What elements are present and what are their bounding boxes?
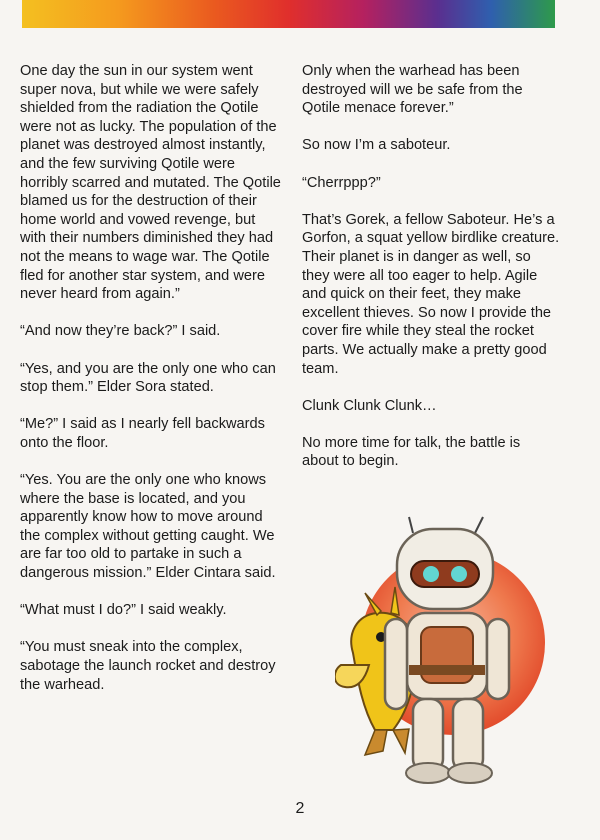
- paragraph: “What must I do?” I said weakly.: [20, 602, 227, 619]
- paragraph: Clunk Clunk Clunk…: [302, 397, 437, 414]
- left-text-column: [20, 62, 282, 713]
- right-text-column: [302, 62, 560, 490]
- page-number: 2: [295, 800, 305, 817]
- paragraph: “Me?” I said as I nearly fell backwards onto the floor.: [20, 416, 265, 451]
- rainbow-header-bar: [22, 0, 555, 28]
- robot-and-gorfon-illustration: [335, 515, 550, 790]
- paragraph: “Cherrppp?”: [302, 174, 381, 191]
- paragraph: That’s Gorek, a fellow Saboteur. He’s a Gorfon, a squat yellow birdlike creature. Their planet is in danger as well, so they were all too eager to help. Agile and quick on their feet, they make excellent thieves. So now I provide the cover fire while they steal the rocket parts. We actually make a pretty good team.: [302, 211, 560, 377]
- paragraph: “Yes. You are the only one who knows where the base is located, and you apparently know how to move around the complex without getting caught. We are far too old to partake in such a dangerous mission.” Elder Cintara said.: [20, 472, 276, 582]
- paragraph: One day the sun in our system went super nova, but while we were safely shielded from the radiation the Qotile were not as lucky. The population of the planet was destroyed almost instantly, and the few surviving Qotile were horribly scarred and mutated. The Qotile blamed us for the destruction of their home world and vowed revenge, but with their numbers diminished they had not the means to wage war. The Qotile fled for another star system, and were never heard from again.”: [20, 63, 281, 303]
- paragraph: “And now they’re back?” I said.: [20, 323, 221, 340]
- paragraph: “Yes, and you are the only one who can stop them.” Elder Sora stated.: [20, 360, 276, 396]
- paragraph: No more time for talk, the battle is about to begin.: [302, 434, 521, 470]
- paragraph: “You must sneak into the complex, sabotage the launch rocket and destroy the warhead.: [20, 639, 276, 693]
- paragraph: Only when the warhead has been destroyed will we be safe from the Qotile menace forever.”: [302, 63, 523, 117]
- paragraph: So now I’m a saboteur.: [302, 137, 451, 154]
